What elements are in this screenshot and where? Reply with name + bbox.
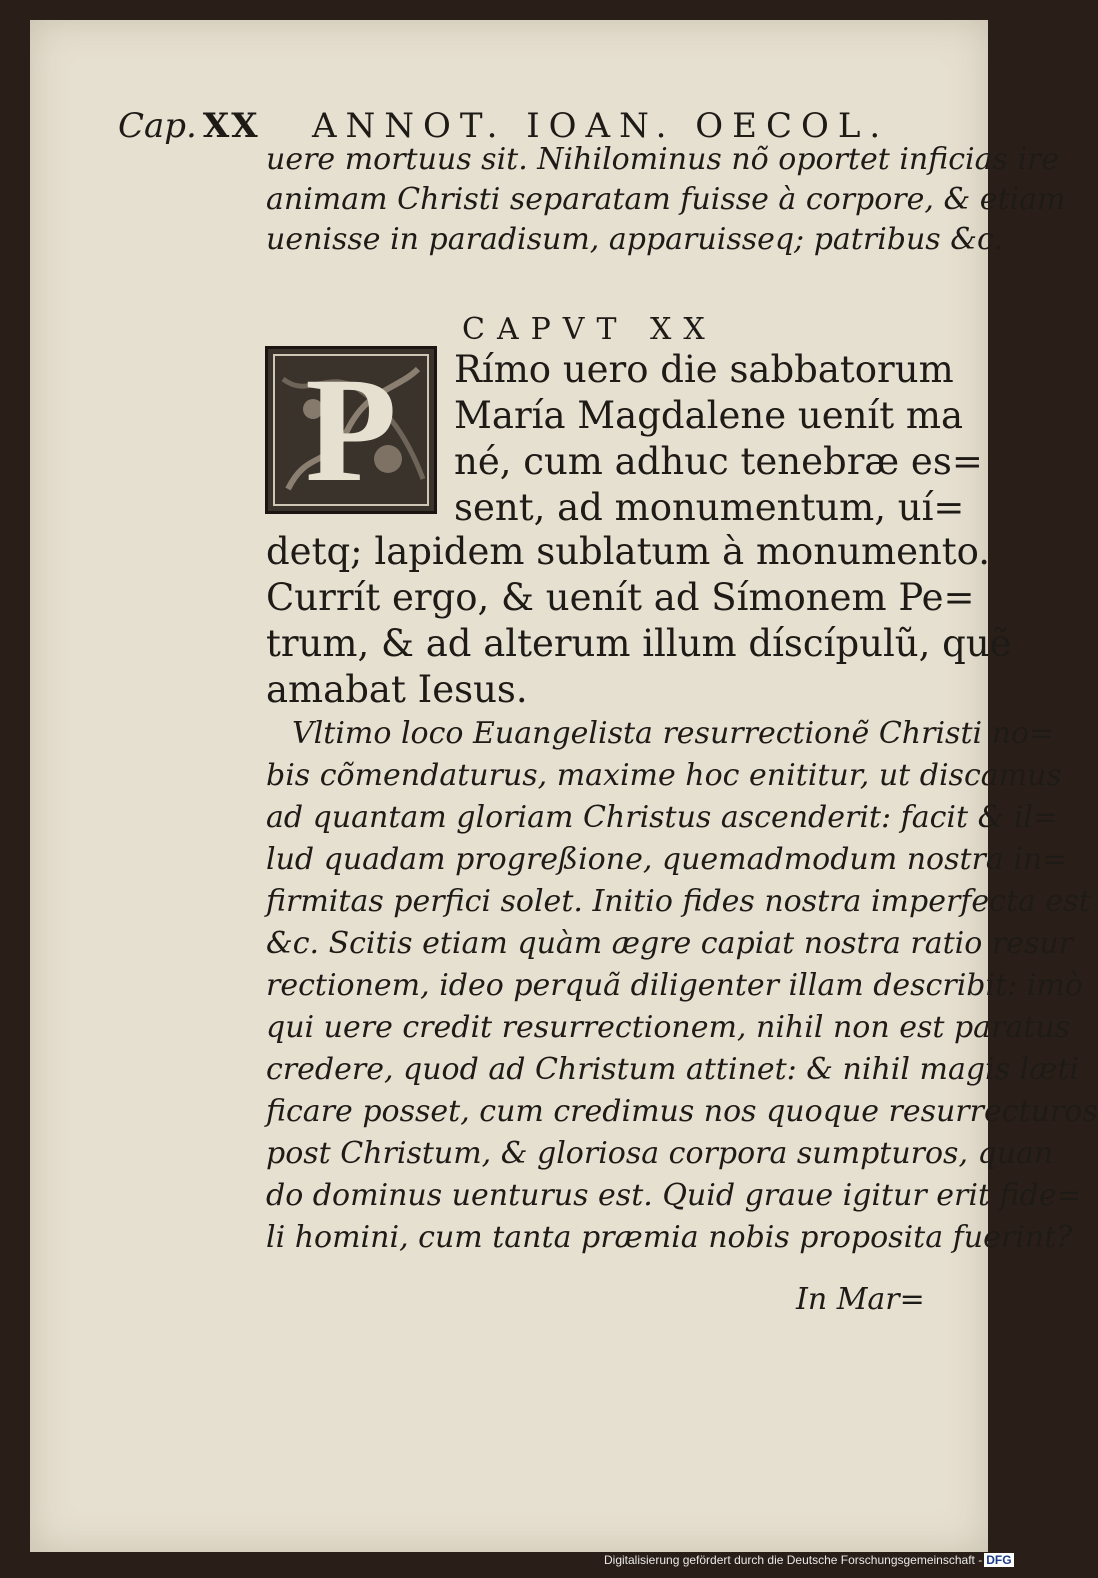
chapter-label-text: Cap. (118, 106, 197, 146)
chapter-number: XX (202, 106, 260, 146)
initial-letter: P (305, 347, 397, 513)
commentary-line: ficare posset, cum credimus nos quoque resurrecturos (266, 1094, 1098, 1129)
commentary-line: qui uere credit resurrectionem, nihil non est paratus (266, 1010, 1071, 1045)
scripture-line: Currít ergo, & uenít ad Símonem Pe= (266, 576, 975, 619)
scripture-line: né, cum adhuc tenebræ es= (454, 440, 983, 483)
footer-text: Digitalisierung gefördert durch die Deutsche Forschungsgemeinschaft - (604, 1553, 983, 1567)
text-line: uere mortuus sit. Nihilominus nõ oportet inficias ire (266, 142, 1060, 177)
commentary-line: lud quadam progreßione, quemadmodum nostra in= (266, 842, 1068, 877)
commentary-line: bis cõmendaturus, maxime hoc enititur, ut discamus (266, 758, 1062, 793)
scripture-line: amabat Iesus. (266, 668, 528, 711)
text-line: uenisse in paradisum, apparuisseq; patribus &c. (266, 222, 1004, 257)
scripture-line: trum, & ad alterum illum díscípulũ, quẽ (266, 622, 1012, 665)
text-line: animam Christi separatam fuisse à corpore, & etiam (266, 182, 1066, 217)
commentary-line: Vltimo loco Euangelista resurrectionẽ Christi no= (292, 716, 1055, 751)
commentary-line: ad quantam gloriam Christus ascenderit: facit & il= (266, 800, 1059, 835)
book-page (30, 20, 1098, 1552)
commentary-line: post Christum, & gloriosa corpora sumpturos, quan (266, 1136, 1054, 1171)
commentary-line: do dominus uenturus est. Quid graue igitur erit fide= (266, 1178, 1082, 1213)
commentary-line: credere, quod ad Christum attinet: & nihil magis læti (266, 1052, 1080, 1087)
scripture-line: detq; lapidem sublatum à monumento. (266, 530, 991, 573)
decorated-initial (265, 346, 437, 514)
scripture-line: sent, ad monumentum, uí= (454, 486, 965, 529)
commentary-line: &c. Scitis etiam quàm ægre capiat nostra ratio resur (266, 926, 1073, 961)
digitization-footer (604, 1553, 1014, 1567)
commentary-line: li homini, cum tanta præmia nobis proposita fuerint? (266, 1220, 1073, 1255)
scripture-line: María Magdalene uenít ma (454, 394, 964, 437)
chapter-label (118, 106, 260, 146)
dfg-logo: DFG (986, 1553, 1012, 1567)
running-title: ANNOT. IOAN. OECOL. (312, 106, 890, 146)
catchword: In Mar= (796, 1282, 925, 1317)
scripture-line: Rímo uero die sabbatorum (454, 348, 954, 391)
commentary-line: firmitas perfici solet. Initio fides nostra imperfecta est (266, 884, 1091, 919)
chapter-title: CAPVT XX (462, 312, 717, 347)
commentary-line: rectionem, ideo perquã diligenter illam describit: imò (266, 968, 1083, 1003)
